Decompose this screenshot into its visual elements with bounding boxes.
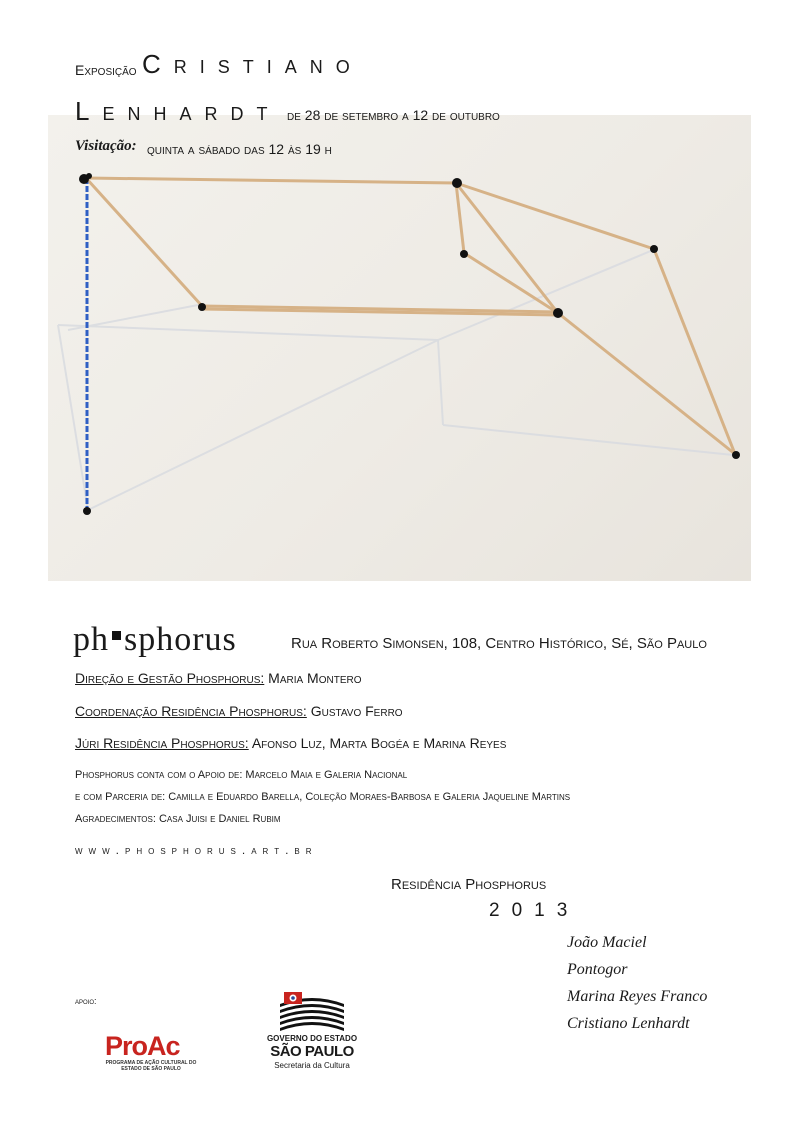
support-line: e com Parceria de: Camilla e Eduardo Barella, Coleção Moraes-Barbosa e Galeria Jaqueline Martins <box>75 791 571 803</box>
credit-value: Maria Montero <box>268 670 362 686</box>
support-line: Agradecimentos: Casa Juisi e Daniel Rubim <box>75 813 281 825</box>
sp-line-3: Secretaria da Cultura <box>274 1061 350 1070</box>
proac-name: ProAc <box>105 1031 180 1061</box>
sp-flag-icon <box>276 990 348 1032</box>
support-line: Phosphorus conta com o Apoio de: Marcelo Maia e Galeria Nacional <box>75 769 408 781</box>
proac-logo <box>105 1032 197 1078</box>
phosphorus-logo <box>73 621 237 659</box>
credit-coordination <box>75 703 403 719</box>
sp-line-1: GOVERNO DO ESTADO <box>266 1034 358 1043</box>
logo-text-left: ph <box>73 621 109 658</box>
credit-direction <box>75 670 362 686</box>
artist-first-name: Cristiano <box>142 49 363 79</box>
artwork-photo <box>48 115 751 581</box>
artist-name: João Maciel <box>567 934 647 951</box>
artist-name: Cristiano Lenhardt <box>567 1015 690 1032</box>
sp-line-2: SÃO PAULO <box>270 1043 354 1060</box>
sculpture-drawing <box>48 115 751 581</box>
visiting-label: Visitação: <box>75 138 137 154</box>
exhibition-dates: de 28 de setembro a 12 de outubro <box>287 107 500 123</box>
website-link[interactable]: www.phosphorus.art.br <box>75 843 318 857</box>
credit-value: Gustavo Ferro <box>310 703 403 719</box>
logo-square-icon <box>112 631 121 640</box>
credit-label: Júri Residência Phosphorus: <box>75 735 249 751</box>
proac-subtitle: PROGRAMA DE AÇÃO CULTURAL DO ESTADO DE SÃO PAULO <box>105 1060 197 1072</box>
credit-value: Afonso Luz, Marta Bogéa e Marina Reyes <box>251 735 507 751</box>
sp-government-logo <box>256 990 368 1080</box>
credit-jury <box>75 735 506 751</box>
logo-text-right: sphorus <box>124 621 237 658</box>
residency-year: 2013 <box>489 900 580 921</box>
visiting-hours: quinta a sábado das 12 às 19 h <box>147 141 332 157</box>
exhibition-label: Exposição <box>75 62 137 78</box>
venue-address: Rua Roberto Simonsen, 108, Centro Histórico, Sé, São Paulo <box>291 635 707 652</box>
artist-name: Pontogor <box>567 961 628 978</box>
artist-name: Marina Reyes Franco <box>567 988 708 1005</box>
credit-label: Coordenação Residência Phosphorus: <box>75 703 307 719</box>
apoio-label: apoio: <box>75 996 97 1006</box>
credit-label: Direção e Gestão Phosphorus: <box>75 670 265 686</box>
artist-last-name: Lenhardt <box>75 96 281 126</box>
residency-title: Residência Phosphorus <box>391 876 547 893</box>
